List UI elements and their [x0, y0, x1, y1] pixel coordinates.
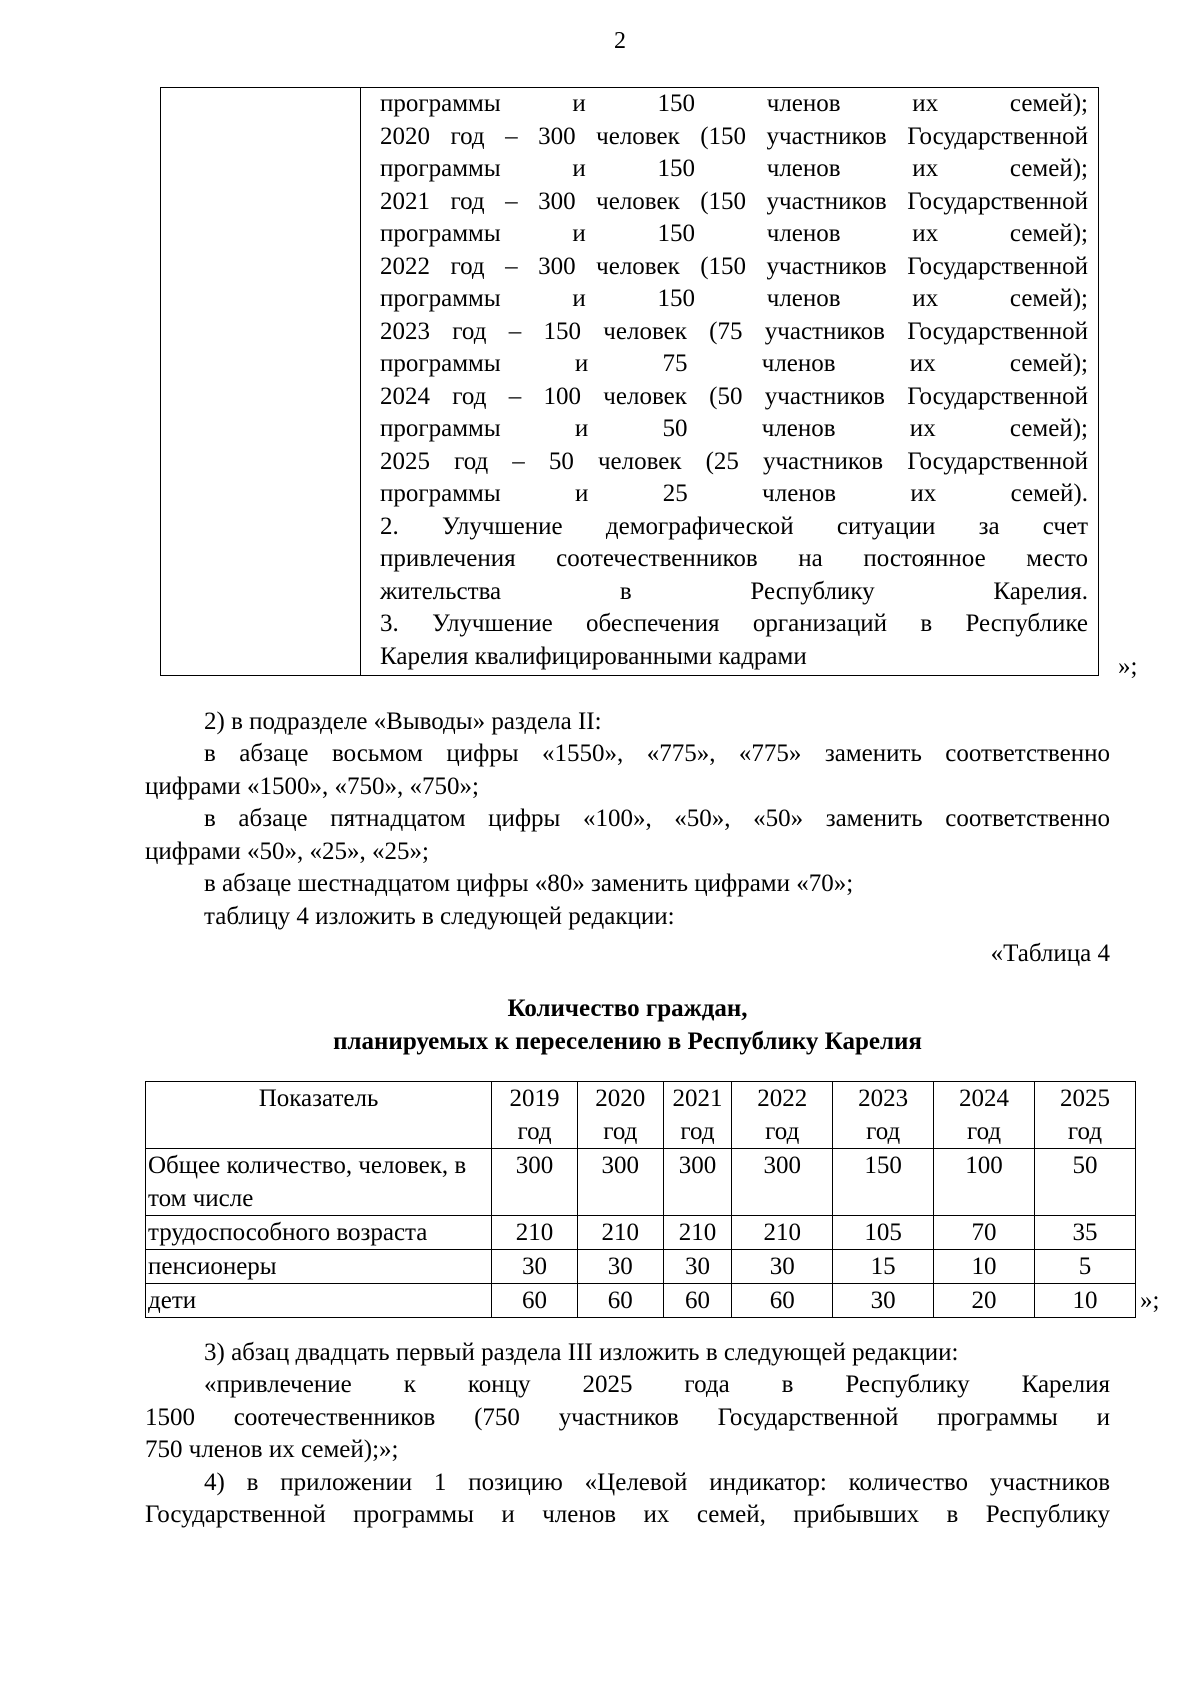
- text-line: Карелия квалифицированными кадрами: [380, 642, 807, 670]
- table-cell: 60: [492, 1284, 578, 1318]
- table-cell-text: [361, 88, 1099, 676]
- table-row: [146, 1250, 1136, 1284]
- text-line: 2021 год – 300 человек (150 участников Государственной: [380, 187, 1088, 215]
- table-cell: 150: [833, 1149, 934, 1216]
- text-line: 3. Улучшение обеспечения организаций в Республике: [380, 610, 1088, 637]
- table-cell: 30: [577, 1250, 663, 1284]
- table-cell: 20: [934, 1284, 1035, 1318]
- paragraph: 750 членов их семей);»;: [145, 1436, 399, 1463]
- table-cell: 15: [833, 1250, 934, 1284]
- row-label: дети: [146, 1284, 492, 1318]
- text-line: 2022 год – 300 человек (150 участников Государственной: [380, 252, 1088, 280]
- text-line: жительства в Республику Карелия.: [380, 577, 1088, 605]
- table-cell: 210: [577, 1216, 663, 1250]
- paragraph: в абзаце пятнадцатом цифры «100», «50», «50» заменить соответственно: [204, 805, 1110, 832]
- row-label: Общее количество, человек, в том числе: [146, 1149, 492, 1216]
- table-header-row: [146, 1082, 1136, 1149]
- text-line: программы и 150 членов их семей);: [380, 90, 1088, 117]
- table-cell: 60: [732, 1284, 833, 1318]
- table-cell: 300: [663, 1149, 732, 1216]
- table-row: [146, 1216, 1136, 1250]
- table-cell: 30: [732, 1250, 833, 1284]
- table-title: [145, 992, 1110, 1058]
- text-line: 2024 год – 100 человек (50 участников Государственной: [380, 382, 1088, 410]
- table-cell-empty: [161, 88, 361, 676]
- table-cell: 30: [663, 1250, 732, 1284]
- paragraph: 4) в приложении 1 позицию «Целевой индикатор: количество участников: [204, 1469, 1110, 1496]
- row-label: трудоспособного возраста: [146, 1216, 492, 1250]
- table-cell: 210: [663, 1216, 732, 1250]
- header-year: 2025 год: [1035, 1082, 1136, 1149]
- table-cell: 60: [663, 1284, 732, 1318]
- paragraph: в абзаце восьмом цифры «1550», «775», «775» заменить соответственно: [204, 740, 1110, 767]
- table-cell: 210: [732, 1216, 833, 1250]
- text-line: программы и 75 членов их семей);: [380, 350, 1088, 377]
- page-number: 2: [614, 28, 626, 54]
- table-title-line: Количество граждан,: [507, 995, 748, 1022]
- header-year: 2020 год: [577, 1082, 663, 1149]
- paragraph: 3) абзац двадцать первый раздела III изложить в следующей редакции:: [204, 1339, 959, 1366]
- continuation-table: [160, 87, 1099, 676]
- table-cell: 105: [833, 1216, 934, 1250]
- paragraph: 2) в подразделе «Выводы» раздела II:: [204, 708, 602, 735]
- text-line: 2025 год – 50 человек (25 участников Государственной: [380, 447, 1088, 475]
- text-line: программы и 150 членов их семей);: [380, 155, 1088, 182]
- paragraph: в абзаце шестнадцатом цифры «80» заменить цифрами «70»;: [204, 870, 854, 897]
- header-year: 2023 год: [833, 1082, 934, 1149]
- paragraph: Государственной программы и членов их семей, прибывших в Республику: [145, 1501, 1110, 1528]
- paragraph: цифрами «1500», «750», «750»;: [145, 773, 479, 800]
- table-cell: 60: [577, 1284, 663, 1318]
- table-cell: 300: [732, 1149, 833, 1216]
- table-cell: 10: [1035, 1284, 1136, 1318]
- table-cell: 300: [492, 1149, 578, 1216]
- text-line: 2023 год – 150 человек (75 участников Государственной: [380, 317, 1088, 345]
- header-year: 2019 год: [492, 1082, 578, 1149]
- table-cell: 70: [934, 1216, 1035, 1250]
- table-cell: 100: [934, 1149, 1035, 1216]
- settlers-table: [145, 1081, 1136, 1318]
- text-line: программы и 50 членов их семей);: [380, 415, 1088, 442]
- table-row: [146, 1149, 1136, 1216]
- paragraph: таблицу 4 изложить в следующей редакции:: [204, 903, 675, 930]
- table-cell: 35: [1035, 1216, 1136, 1250]
- table-cell: 50: [1035, 1149, 1136, 1216]
- table-title-line: планируемых к переселению в Республику Карелия: [333, 1028, 922, 1055]
- paragraph: 1500 соотечественников (750 участников Государственной программы и: [145, 1404, 1110, 1431]
- header-year: 2021 год: [663, 1082, 732, 1149]
- table-cell: 300: [577, 1149, 663, 1216]
- table-cell: 10: [934, 1250, 1035, 1284]
- table-row: [161, 88, 1099, 676]
- table-cell: 5: [1035, 1250, 1136, 1284]
- closing-quote: »;: [1118, 653, 1138, 680]
- paragraph: «привлечение к концу 2025 года в Республику Карелия: [204, 1371, 1110, 1398]
- text-line: программы и 150 членов их семей);: [380, 220, 1088, 247]
- table-cell: 30: [833, 1284, 934, 1318]
- text-line: программы и 150 членов их семей);: [380, 285, 1088, 312]
- text-line: программы и 25 членов их семей).: [380, 480, 1088, 507]
- closing-quote: »;: [1140, 1287, 1160, 1314]
- table-cell: 30: [492, 1250, 578, 1284]
- text-line: привлечения соотечественников на постоянное место: [380, 545, 1088, 572]
- header-year: 2024 год: [934, 1082, 1035, 1149]
- table-row: [146, 1284, 1136, 1318]
- table-cell: 210: [492, 1216, 578, 1250]
- paragraph: цифрами «50», «25», «25»;: [145, 838, 429, 865]
- row-label: пенсионеры: [146, 1250, 492, 1284]
- text-line: 2. Улучшение демографической ситуации за счет: [380, 512, 1088, 540]
- header-year: 2022 год: [732, 1082, 833, 1149]
- header-indicator: Показатель: [146, 1082, 492, 1149]
- text-line: 2020 год – 300 человек (150 участников Государственной: [380, 122, 1088, 150]
- table-label: «Таблица 4: [990, 940, 1110, 967]
